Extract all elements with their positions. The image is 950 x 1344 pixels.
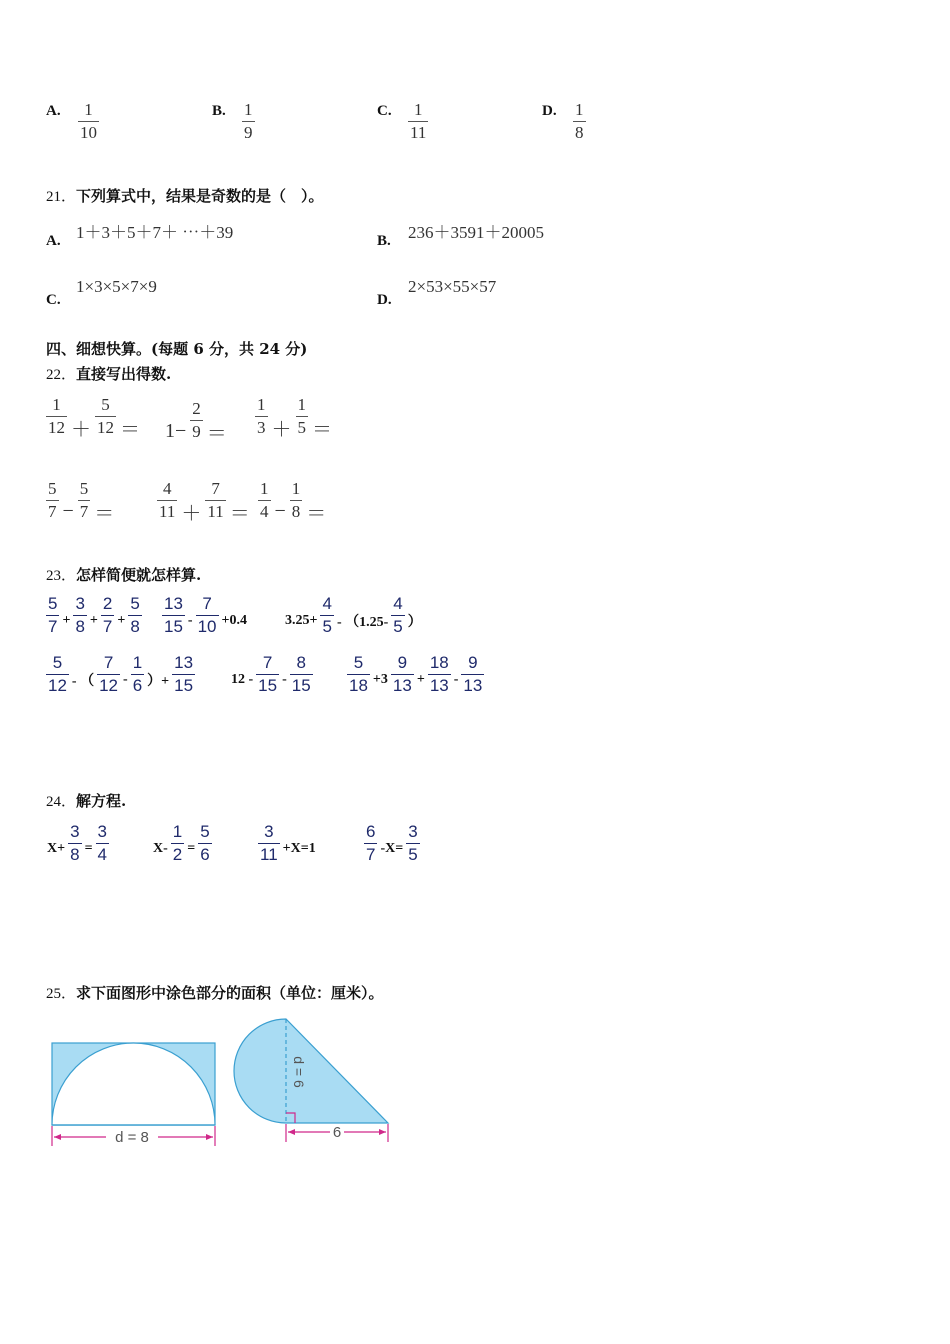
numerator: 7 [262, 653, 273, 672]
denominator: 8 [291, 501, 301, 521]
q23-expression [160, 595, 248, 636]
denominator: 15 [164, 616, 183, 636]
fraction [46, 480, 59, 521]
fraction-bar [242, 121, 255, 122]
q23-title [46, 564, 201, 585]
operator: = [187, 841, 196, 857]
numerator: 4 [162, 479, 172, 498]
fraction-bar [347, 674, 370, 675]
numerator: 3 [264, 822, 274, 841]
denominator: 6 [132, 675, 143, 695]
operator: - [453, 672, 459, 688]
numerator: 3 [408, 822, 418, 841]
fraction [290, 480, 303, 521]
dimension-label-d8: d = 8 [115, 1129, 149, 1146]
fraction [78, 101, 99, 142]
fraction [296, 396, 309, 437]
q22-title [46, 363, 171, 384]
fraction-bar [46, 416, 67, 417]
operator: X- [153, 841, 168, 857]
fraction [573, 101, 586, 142]
operator: ＝ [120, 418, 140, 441]
fraction-bar [46, 674, 69, 675]
option-label: D. [542, 103, 557, 119]
fraction [290, 654, 313, 695]
fraction [391, 595, 404, 636]
operator: +0.4 [221, 613, 247, 629]
option-label: B. [212, 103, 226, 119]
denominator: 7 [79, 501, 89, 521]
denominator: 5 [322, 616, 332, 636]
fraction-bar [290, 500, 303, 501]
fraction-bar [128, 615, 141, 616]
dimension-label-d6: d = 6 [291, 1056, 307, 1088]
numerator: 7 [202, 594, 212, 613]
denominator: 8 [575, 122, 584, 142]
denominator: 4 [97, 844, 108, 864]
numerator: 4 [393, 594, 403, 613]
operator: - （1.25- [336, 615, 389, 631]
question-text: 解方程. [76, 792, 127, 810]
fraction-bar [95, 416, 116, 417]
fraction [255, 396, 268, 437]
denominator: 5 [393, 616, 403, 636]
q22-expression [44, 395, 142, 441]
operator: + [416, 672, 425, 688]
denominator: 15 [258, 675, 278, 695]
q20-option-d [542, 100, 557, 120]
numerator: 3 [97, 822, 108, 841]
fraction [256, 654, 279, 695]
numerator: 3 [75, 594, 85, 613]
fraction [46, 595, 59, 636]
operator: ＝ [94, 502, 115, 525]
numerator: 5 [79, 479, 89, 498]
numerator: 5 [48, 594, 58, 613]
operator: + [117, 613, 126, 629]
fraction [408, 101, 428, 142]
operator: + [62, 613, 71, 629]
denominator: 7 [366, 844, 376, 864]
q20-option-b [212, 100, 226, 120]
fraction [347, 654, 370, 695]
numerator: 18 [429, 653, 449, 672]
numerator: 5 [48, 479, 57, 498]
operator: 3.25+ [285, 613, 318, 629]
fraction-bar [258, 843, 280, 844]
fraction [128, 595, 141, 636]
denominator: 13 [463, 675, 483, 695]
denominator: 13 [429, 675, 449, 695]
fraction-bar [255, 416, 268, 417]
fraction-bar [172, 674, 195, 675]
fraction-bar [290, 674, 313, 675]
q20-option-c [377, 100, 392, 120]
denominator: 13 [392, 675, 412, 695]
fraction-bar [46, 615, 59, 616]
fraction-bar [46, 500, 59, 501]
q20-option-fraction [240, 101, 257, 142]
numerator: 1 [52, 395, 61, 414]
denominator: 7 [102, 616, 113, 636]
numerator: 1 [257, 395, 266, 414]
fraction [198, 823, 211, 864]
question-number: 23． [46, 568, 77, 584]
numerator: 5 [200, 822, 210, 841]
q22-expression [256, 479, 328, 525]
fraction [320, 595, 333, 636]
fraction [190, 400, 203, 441]
numerator: 5 [130, 594, 140, 613]
operator: = [84, 841, 93, 857]
fraction [78, 480, 91, 521]
denominator: 8 [130, 616, 140, 636]
denominator: 6 [200, 844, 210, 864]
fraction [242, 101, 255, 142]
fraction-bar [408, 121, 428, 122]
q23-expression [345, 654, 486, 695]
fraction-bar [101, 615, 114, 616]
fraction-bar [198, 843, 211, 844]
operator: -X= [380, 841, 404, 857]
operator: ＝ [206, 422, 227, 445]
q21-option-c-label: C. [46, 292, 61, 308]
denominator: 11 [260, 844, 278, 864]
question-text: 求下面图形中涂色部分的面积（单位：厘米）。 [76, 984, 384, 1002]
fraction-bar [256, 674, 279, 675]
operator: + [89, 613, 98, 629]
denominator: 8 [70, 844, 80, 864]
numerator: 7 [211, 479, 220, 498]
denominator: 4 [260, 501, 269, 521]
numerator: 9 [468, 653, 478, 672]
numerator: 7 [103, 653, 114, 672]
denominator: 9 [244, 122, 253, 142]
q24-equation [256, 823, 317, 864]
fraction [391, 654, 414, 695]
numerator: 3 [70, 822, 80, 841]
question-text: 怎样简便就怎样算. [76, 566, 202, 584]
fraction [101, 595, 114, 636]
operator: − [62, 499, 74, 522]
denominator: 12 [48, 417, 65, 437]
q23-expression [230, 654, 315, 695]
section-heading: 四、细想快算。(每题 6 分，共 24 分) [46, 340, 308, 358]
fraction [205, 480, 225, 521]
q22-expression [253, 395, 334, 441]
denominator: 7 [48, 616, 58, 636]
q22-expression [155, 479, 252, 525]
operator: X+ [47, 841, 66, 857]
fraction [68, 823, 81, 864]
q21-option-a-label: A. [46, 233, 61, 249]
numerator: 8 [296, 653, 306, 672]
fraction-bar [406, 843, 419, 844]
denominator: 11 [410, 122, 427, 142]
denominator: 10 [197, 616, 217, 636]
q20-option-a [46, 100, 61, 120]
fraction [97, 654, 120, 695]
question-number: 25． [46, 986, 77, 1002]
fraction [172, 654, 195, 695]
fraction [364, 823, 377, 864]
option-label: C. [377, 103, 392, 119]
operator: − [274, 499, 286, 522]
numerator: 13 [164, 594, 183, 613]
fraction [131, 654, 144, 695]
fraction-bar [73, 615, 86, 616]
question-text: 下列算式中，结果是奇数的是（ ）。 [76, 187, 324, 205]
q23-expression [284, 595, 423, 636]
fraction [406, 823, 419, 864]
question-number: 21． [46, 189, 77, 205]
q25-figures [0, 1000, 420, 1160]
fraction-bar [96, 843, 109, 844]
fraction [46, 396, 67, 437]
q21-title [46, 185, 324, 206]
fraction-bar [258, 500, 271, 501]
fraction-bar [296, 416, 309, 417]
question-number: 24． [46, 794, 77, 810]
fraction-bar [171, 843, 184, 844]
fraction-bar [131, 674, 144, 675]
denominator: 8 [75, 616, 85, 636]
operator: ＝ [312, 418, 332, 441]
shaded-shape [234, 1019, 388, 1123]
fraction-bar [78, 121, 99, 122]
fraction [73, 595, 86, 636]
denominator: 2 [172, 844, 183, 864]
numerator: 5 [101, 395, 110, 414]
fraction-bar [68, 843, 81, 844]
q23-expression [44, 595, 144, 636]
operator: ）+ [147, 674, 170, 690]
q22-expression [44, 479, 116, 525]
denominator: 3 [257, 417, 266, 437]
operator: - （ [71, 674, 95, 690]
denominator: 18 [349, 675, 368, 695]
denominator: 10 [80, 122, 97, 142]
operator: ＋ [71, 418, 91, 441]
fraction-bar [97, 674, 120, 675]
operator: 1− [165, 419, 187, 442]
fraction [96, 823, 109, 864]
numerator: 1 [575, 100, 584, 119]
q21-option-d-text: 2×53×55×57 [408, 277, 497, 296]
fraction [171, 823, 184, 864]
operator: ＋ [181, 502, 202, 525]
fraction-bar [162, 615, 185, 616]
numerator: 1 [260, 479, 269, 498]
numerator: 13 [174, 653, 194, 672]
denominator: 12 [48, 675, 67, 695]
denominator: 11 [207, 501, 224, 521]
operator: ＝ [306, 502, 327, 525]
operator: +X=1 [282, 841, 316, 857]
q20-option-fraction [571, 101, 588, 142]
denominator: 12 [99, 675, 119, 695]
question-number: 22． [46, 367, 77, 383]
q21-option-d-label: D. [377, 292, 392, 308]
denominator: 9 [192, 421, 201, 441]
numerator: 1 [297, 395, 306, 414]
numerator: 1 [413, 100, 423, 119]
numerator: 1 [132, 653, 143, 672]
numerator: 6 [366, 822, 376, 841]
operator: - [123, 672, 128, 688]
figure-rectangle-semicircle [52, 1043, 215, 1146]
fraction-bar [196, 615, 219, 616]
numerator: 1 [172, 822, 183, 841]
operator: 12 - [231, 672, 254, 688]
q23-expression [44, 654, 197, 695]
numerator: 9 [397, 653, 408, 672]
operator: ＋ [271, 418, 292, 441]
fraction-bar [391, 615, 404, 616]
fraction [461, 654, 484, 695]
fraction-bar [190, 420, 203, 421]
operator: ＝ [229, 502, 250, 525]
fraction-bar [205, 500, 225, 501]
dimension-label-6: 6 [332, 1124, 342, 1141]
denominator: 11 [159, 501, 176, 521]
denominator: 15 [174, 675, 194, 695]
q21-option-a-text: 1＋3＋5＋7＋ ⋯＋39 [76, 223, 234, 242]
numerator: 2 [102, 594, 113, 613]
denominator: 7 [48, 501, 57, 521]
fraction [162, 595, 185, 636]
fraction-bar [320, 615, 333, 616]
denominator: 15 [291, 675, 311, 695]
figure-semicircle-triangle [234, 1019, 388, 1142]
operator: - [282, 672, 287, 688]
numerator: 2 [192, 399, 201, 418]
fraction-bar [391, 674, 414, 675]
denominator: 5 [297, 417, 306, 437]
q21-option-b-label: B. [377, 233, 391, 249]
fraction [196, 595, 219, 636]
fraction [95, 396, 116, 437]
question-text: 直接写出得数. [76, 365, 172, 383]
fraction-bar [157, 500, 177, 501]
denominator: 12 [97, 417, 114, 437]
fraction-bar [428, 674, 451, 675]
fraction-bar [364, 843, 377, 844]
q20-option-fraction [76, 101, 101, 142]
fraction [258, 480, 271, 521]
operator: - [187, 613, 193, 629]
q24-equation [46, 823, 111, 864]
fraction-bar [573, 121, 586, 122]
q24-title [46, 790, 126, 811]
numerator: 5 [353, 653, 364, 672]
denominator: 5 [408, 844, 418, 864]
numerator: 1 [84, 100, 93, 119]
q22-expression [163, 399, 229, 445]
q20-option-fraction [406, 101, 430, 142]
fraction [258, 823, 280, 864]
q21-option-b-text: 236＋3591＋20005 [408, 223, 544, 242]
operator: +3 [372, 672, 388, 688]
numerator: 1 [291, 479, 301, 498]
fraction [428, 654, 451, 695]
numerator: 1 [244, 100, 253, 119]
numerator: 4 [322, 594, 332, 613]
option-label: A. [46, 103, 61, 119]
q24-equation [362, 823, 422, 864]
fraction-bar [461, 674, 484, 675]
operator: ） [407, 615, 422, 631]
fraction [46, 654, 69, 695]
fraction-bar [78, 500, 91, 501]
numerator: 5 [52, 653, 63, 672]
fraction [157, 480, 177, 521]
q21-option-c-text: 1×3×5×7×9 [76, 277, 157, 296]
q24-equation [152, 823, 214, 864]
